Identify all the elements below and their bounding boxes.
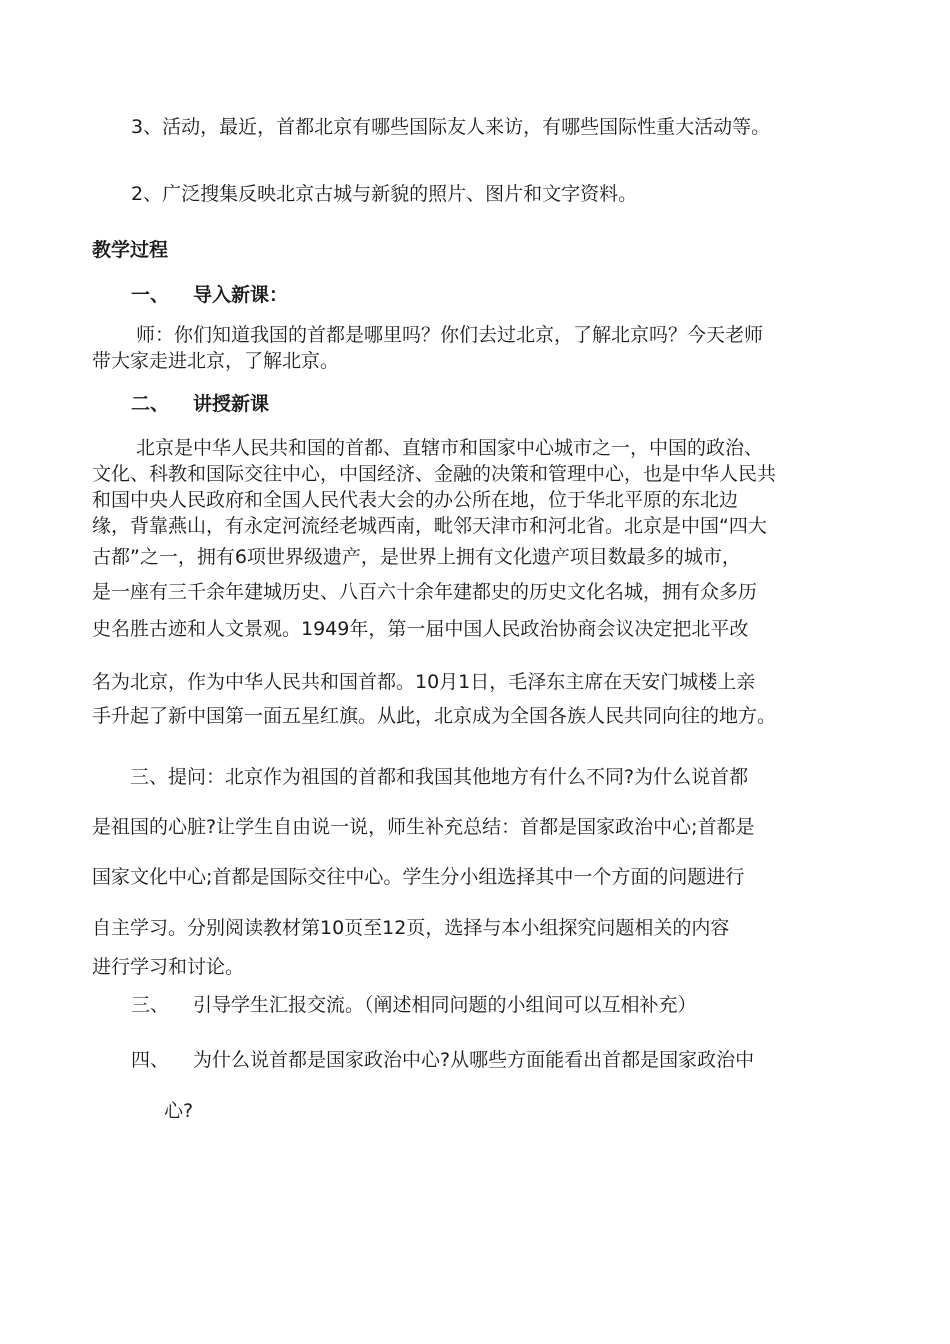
step-3b-line (131, 992, 697, 1018)
step2-line: 是一座有三千余年建城历史、八百六十余年建都史的历史文化名城，拥有众多历 (92, 581, 758, 603)
step2-line: 北京是中华人民共和国的首都、直辖市和国家中心城市之一，中国的政治、 (136, 437, 764, 459)
step-4-line (131, 1047, 754, 1073)
step-1-text-line: 带大家走进北京，了解北京。 (92, 350, 340, 372)
step-3b-text: 引导学生汇报交流。（阐述相同问题的小组间可以互相补充） (193, 994, 697, 1016)
step3-line: 国家文化中心;首都是国际交往中心。学生分小组选择其中一个方面的问题进行 (92, 866, 745, 888)
step2-line: 和国中央人民政府和全国人民代表大会的办公所在地，位于华北平原的东北边 (92, 489, 739, 511)
step2-line: 缘，背靠燕山，有永定河流经老城西南，毗邻天津市和河北省。北京是中国“四大 (92, 515, 767, 537)
step-1-number: 一、 (131, 284, 170, 306)
step-3b-number: 三、 (131, 994, 170, 1016)
step3-line: 自主学习。分别阅读教材第10页至12页，选择与本小组探究问题相关的内容 (92, 917, 730, 939)
step-1-text-line: 师：你们知道我国的首都是哪里吗？你们去过北京，了解北京吗？今天老师 (136, 324, 764, 346)
step-4-continuation: 心? (164, 1100, 194, 1122)
step2-line: 文化、科教和国际交往中心，中国经济、金融的决策和管理中心，也是中华人民共 (92, 463, 777, 485)
step-2-title: 讲授新课 (193, 393, 270, 415)
step-4-number: 四、 (131, 1049, 170, 1071)
step3-line: 进行学习和讨论。 (92, 956, 245, 978)
step2-line: 古都”之一，拥有6项世界级遗产，是世界上拥有文化遗产项目数最多的城市， (92, 546, 741, 568)
step2-line: 手升起了新中国第一面五星红旗。从此，北京成为全国各族人民共同向往的地方。 (92, 705, 777, 727)
step-4-text: 为什么说首都是国家政治中心?从哪些方面能看出首都是国家政治中 (193, 1049, 755, 1071)
step-1-title: 导入新课： (193, 284, 289, 306)
prep-item-3: 3、活动，最近，首都北京有哪些国际友人来访，有哪些国际性重大活动等。 (131, 116, 771, 138)
step2-line: 史名胜古迹和人文景观。1949年，第一届中国人民政治协商会议决定把北平改 (92, 618, 749, 640)
step-2-number: 二、 (131, 393, 170, 415)
step3-line: 是祖国的心脏?让学生自由说一说，师生补充总结：首都是国家政治中心;首都是 (92, 816, 755, 838)
step-1-text (92, 322, 872, 374)
prep-item-2: 2、广泛搜集反映北京古城与新貌的照片、图片和文字资料。 (131, 183, 638, 205)
step-1-heading (131, 282, 288, 308)
step2-line: 名为北京，作为中华人民共和国首都。10月1日，毛泽东主席在天安门城楼上亲 (92, 671, 756, 693)
section-title: 教学过程 (92, 239, 169, 261)
step-2-heading (131, 391, 269, 417)
step3-line: 三、提问：北京作为祖国的首都和我国其他地方有什么不同?为什么说首都 (130, 766, 749, 788)
